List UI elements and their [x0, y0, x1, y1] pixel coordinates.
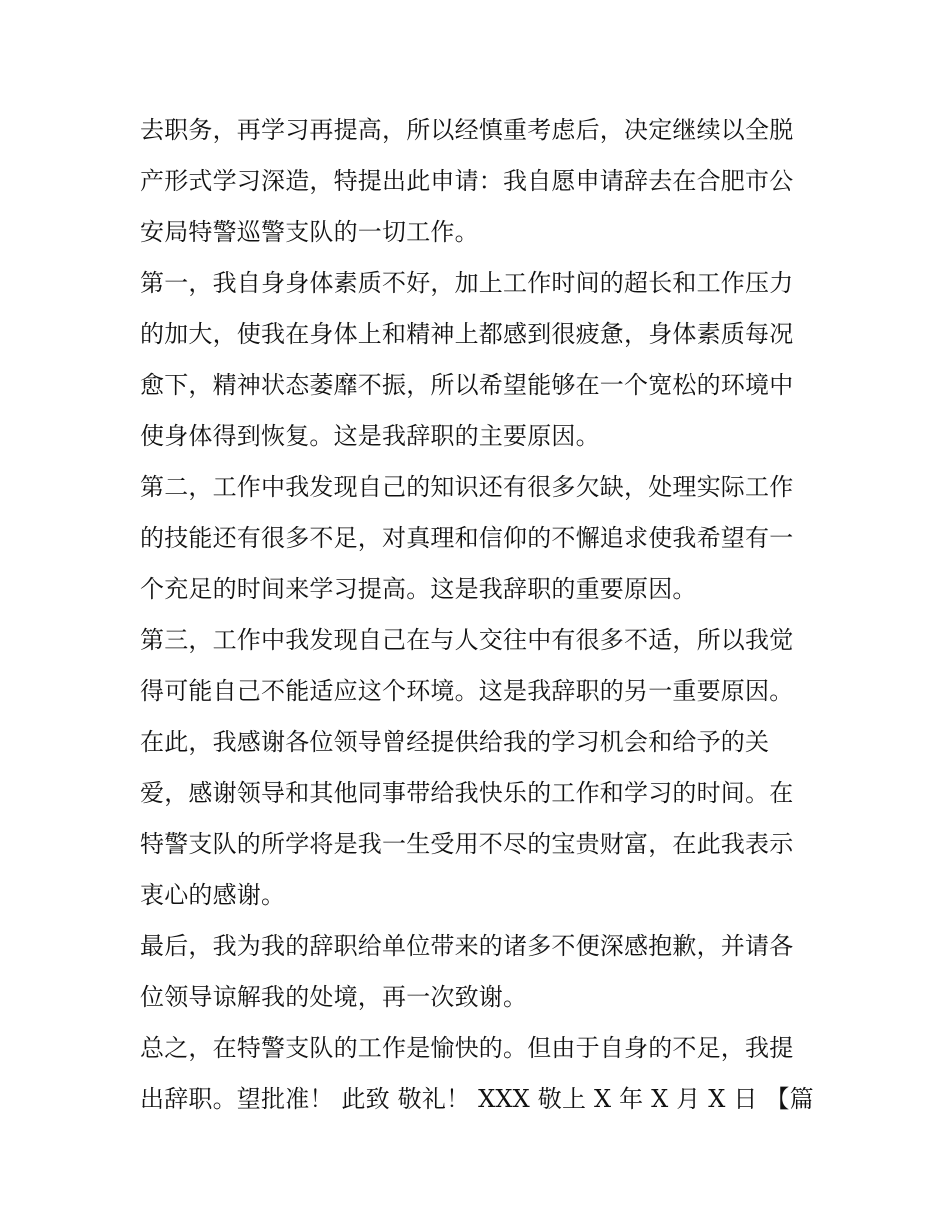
text-line: 产形式学习深造，特提出此申请：我自愿申请辞去在合肥市公 — [140, 167, 794, 195]
text-line: 个充足的时间来学习提高。这是我辞职的重要原因。 — [140, 575, 697, 603]
text-line: 安局特警巡警支队的一切工作。 — [140, 218, 479, 246]
text-line: 特警支队的所学将是我一生受用不尽的宝贵财富，在此我表示 — [140, 830, 794, 858]
text-line: 出辞职。望批准！ 此致 敬礼！ XXX 敬上 X 年 X 月 X 日 【篇 — [140, 1085, 814, 1113]
text-line: 第一，我自身身体素质不好，加上工作时间的超长和工作压力 — [140, 269, 794, 297]
document-body — [140, 105, 820, 1125]
text-line: 衷心的感谢。 — [140, 881, 286, 909]
text-line: 愈下，精神状态萎靡不振，所以希望能够在一个宽松的环境中 — [140, 371, 794, 399]
text-line: 总之，在特警支队的工作是愉快的。但由于自身的不足，我提 — [140, 1034, 794, 1062]
text-line: 在此，我感谢各位领导曾经提供给我的学习机会和给予的关 — [140, 728, 770, 756]
text-line: 得可能自己不能适应这个环境。这是我辞职的另一重要原因。 — [140, 677, 794, 705]
text-line: 的技能还有很多不足，对真理和信仰的不懈追求使我希望有一 — [140, 524, 794, 552]
text-line: 第三，工作中我发现自己在与人交往中有很多不适，所以我觉 — [140, 626, 794, 654]
text-line: 第二，工作中我发现自己的知识还有很多欠缺，处理实际工作 — [140, 473, 794, 501]
text-line: 使身体得到恢复。这是我辞职的主要原因。 — [140, 422, 600, 450]
text-line: 去职务，再学习再提高，所以经慎重考虑后，决定继续以全脱 — [140, 116, 794, 144]
text-line: 位领导谅解我的处境，再一次致谢。 — [140, 983, 528, 1011]
text-line: 的加大，使我在身体上和精神上都感到很疲惫，身体素质每况 — [140, 320, 794, 348]
text-line: 爱，感谢领导和其他同事带给我快乐的工作和学习的时间。在 — [140, 779, 794, 807]
text-line: 最后，我为我的辞职给单位带来的诸多不便深感抱歉，并请各 — [140, 932, 794, 960]
